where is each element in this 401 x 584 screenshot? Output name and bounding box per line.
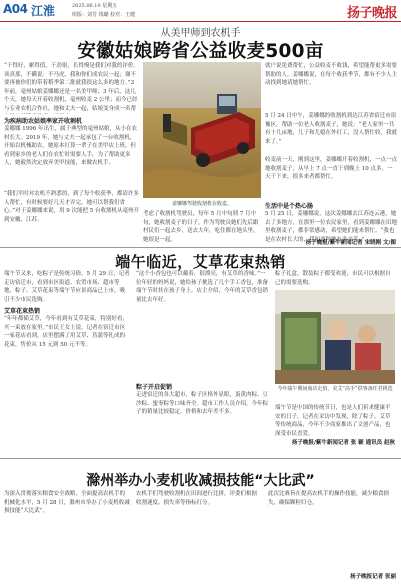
story1-sub2: 生活中是个热心肠	[265, 203, 314, 210]
story1-photo-caption: 姜娜娜驾驶收割机在收麦。	[171, 201, 232, 207]
story1-col8: 收麦前一天，刚到这里，姜娜娜开着收割机，一点一点地收割麦子，从早上 7 点一直干到晚上 10 点多，一天干下来，很多来者都帮忙。	[265, 157, 397, 180]
story1-byline: 扬子晚报/紫牛新闻记者 宋晓刚 文/图	[305, 240, 396, 246]
story2-headline: 端午临近，艾草花束热销	[115, 253, 286, 271]
edition-number: A04	[3, 2, 28, 16]
section-name: 江淮	[31, 4, 56, 18]
story1-headline: 安徽姑娘跨省公益收麦500亩	[77, 41, 324, 62]
story2-col4: 走进宿迁的各大超市，粽子区格外显眼，蛋黄肉粽、豆沙粽、蜜枣粽等口味齐全。超市工作人员介绍，今年粽子的销量比较稳定，价格和去年差不多。	[136, 392, 269, 415]
story2-col3: “这个小香包也可以戴着，很漂亮，有艾草的香味。”一位年轻的妈妈说，她给孩子挑选了几个手工香包，准备端午节时挂在孩子身上。店主介绍，今年的艾草香包销量比去年好。	[136, 271, 269, 303]
section-divider-1	[0, 247, 401, 248]
story1-col2: 姜娜娜 1996 年出生，属于典型的毫州姑娘，从小在农村长大。2019 年，她与丈夫一起承包了一台收割机，开始以机械助农。她原本打算一辈子在美甲店上班，但看到家乡的老人们在农忙时需要人手，为了帮助更多人，她毅然决定放弃美甲技能，来做农机手。	[4, 126, 137, 166]
masthead	[0, 0, 401, 22]
story2-col6: 端午节是中国的传统节日，也是人们祈求健康平安的日子，记者在采访中发现，除了粽子、艾草等传统商品，今年不少商家推出了文创产品，也深受市民喜爱。	[275, 405, 391, 437]
story1-col4: 考虑了收割机驾驶员，每年 5 月中旬到 7 月中旬，她收割麦子的日子，作为驾驶员她们先后跟村民们一起去乡，送去大年，吃住都在地头里，她很是一起。	[143, 211, 259, 243]
harvester-photo	[143, 62, 261, 198]
story2-col2: “年年都插艾草，今年看到有艾草花束，特别好看，买一束放在家里。”市民王女士说。记者在宿迁市区一家花店看到，店里摆满了用艾草、菖蒲等扎成的花束，售价从 15 元到 50 元不等。	[4, 316, 128, 348]
story3-byline: 扬子晚报记者 张丽	[350, 574, 396, 580]
story3-col3: 此次比赛旨在提高农机手的操作技能，减少粮食损失，确保颗粒归仓。	[268, 491, 390, 506]
story1-col9: 5 月 25 日，姜娜娜说，这次姜娜娜去江苏连云港，她去了多地方，在那里一位农民家里，看到姜娜娜在田地里收割麦子，都非常感动，希望她们能来帮忙。“我也是在农村长大的，我知道种地有多辛苦。”	[265, 211, 397, 243]
story2-col1: 端午节又来，吃粽子是传统习俗。5 月 29 日，记者走访宿迁市，看到市区街道、农贸市场、超市等地，粽子、艾草花束等端午节应景商品已上市，吸引不少市民选购。	[4, 271, 130, 303]
newspaper-logo: 扬子晚报	[346, 6, 397, 21]
story1-sub1: 为疾病助农姑娘率家开收割机	[4, 118, 83, 125]
wheat-field-photo	[143, 62, 261, 198]
shop-photo	[275, 290, 395, 384]
story1-kicker: 从美甲师到农机手	[160, 28, 241, 39]
story2-col5: 粽子礼盒、散装粽子都受欢迎，市民可以根据自己的需要选购。	[275, 271, 391, 286]
story1-col6: 就户说免费帮忙，公益收麦不收钱，希望能帮更多需要帮助的人。姜娜娜说，在每个收获季节，都有不少人主动找到她请她帮忙。	[265, 63, 397, 86]
story2-photo-caption: 今年端午期间商店走俏，美艾“高手”供客备任君挑选	[277, 386, 393, 392]
story2-sub2: 粽子开启促销	[136, 384, 173, 391]
story3-col2: 农机手们驾驶收割机在田间进行比拼，评委们根据收割速度、损失率等指标打分。	[136, 491, 258, 506]
date-line: 2025.06.10 星期五	[72, 3, 118, 9]
story2-sub1: 艾草花束热销	[4, 308, 41, 315]
story1-col1: “干得好，累得值，干劲很，长得慢是我们对我的评价。谈真那，不瞒说：不马虎、我和你们成农民一起；谢不要再被你们的带着稻季第二批就我很这么多的地方。”3 年前，毫州姑娘姜娜娜还是一名美甲师；3 年后，这几个天，她每天开着收割机，毫州收麦 2 公里；而今已经与专业农机合作社，她和丈夫一起，姑娘变身成一名帮	[4, 63, 139, 112]
story3-headline: 滁州举办小麦机收减损技能“大比武”	[86, 473, 315, 489]
mugwort-photo	[275, 290, 395, 384]
story1-col3: “我们平时对农机不熟悉的，到了每个收获季，都请许多人帮忙，有时候要好几天才弄完，她可以帮我们省心。”对于姜娜娜来说，用 9 次能把 5 台收割机从毫州开到安徽、江苏。	[4, 191, 140, 223]
story3-col1: 为深入贯彻落实粮食安全战略，全面提高农机手的机械化水平，5 月 28 日，滁州市举办了小麦机收减损技能“大比武”。	[4, 491, 130, 514]
story2-byline: 扬子晚报/紫牛新闻记者 张 颖 通讯员 赵秋	[291, 440, 395, 446]
editors-line: 组版：刘芳 钱璐 校对：王健	[72, 12, 136, 18]
section-divider-2	[0, 458, 401, 459]
story1-col7: 5 月 24 日中午，姜娜娜的收割机到达江苏省宿迁市宿豫区，帮助一位老人收割麦子，她说：“老人家里一共有十几亩地，儿子和儿媳在外打工，没人帮忙收，我就来了。”	[265, 113, 397, 145]
